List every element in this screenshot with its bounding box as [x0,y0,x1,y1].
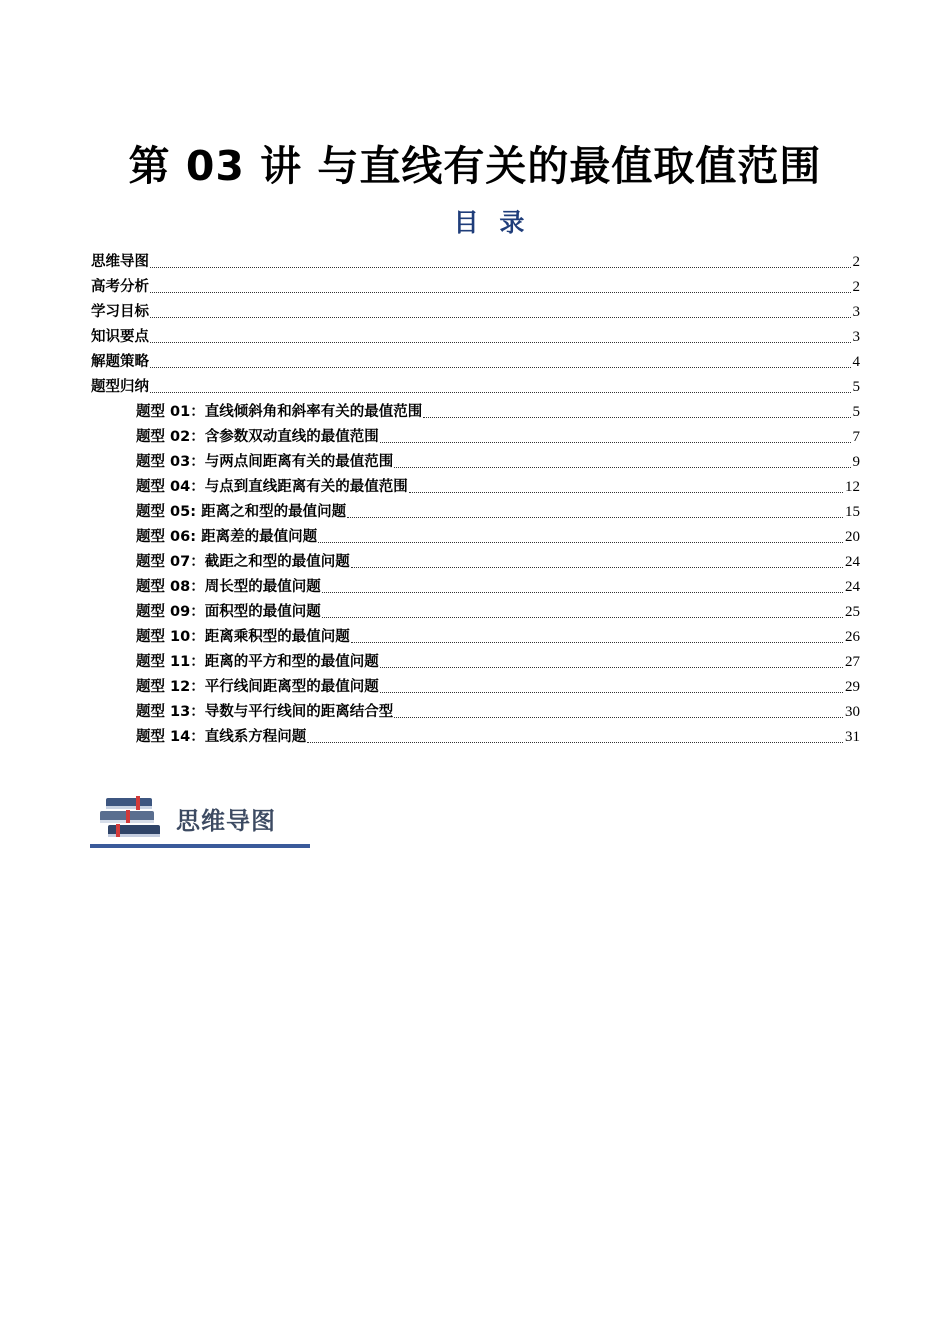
toc-leader-dots [380,692,843,693]
toc-entry-label: 题型 08：周长型的最值问题 [136,579,321,595]
toc-entry-label: 题型 11：距离的平方和型的最值问题 [136,654,379,670]
toc-entry-label: 题型 14：直线系方程问题 [136,729,307,745]
toc-leader-dots [351,642,843,643]
toc-entry[interactable] [91,323,860,347]
toc-leader-dots [409,492,843,493]
toc-entry[interactable] [136,498,860,522]
toc-entry-page: 26 [845,629,860,645]
section-title: 思维导图 [176,807,276,835]
toc-entry[interactable] [91,248,860,272]
toc-leader-dots [423,417,850,418]
toc-entry-page: 24 [845,579,860,595]
toc-entry-page: 27 [845,654,860,670]
toc-entry[interactable] [136,473,860,497]
toc-entry-page: 30 [845,704,860,720]
toc-entry[interactable] [136,723,860,747]
toc-entry-label: 题型 13：导数与平行线间的距离结合型 [136,704,394,720]
toc-entry[interactable] [136,698,860,722]
toc-entry[interactable] [136,523,860,547]
toc-entry-label: 题型归纳 [91,379,149,395]
toc-entry-page: 9 [852,454,860,470]
page-title: 第 03 讲 与直线有关的最值取值范围 [128,142,822,191]
toc-entry-page: 20 [845,529,860,545]
toc-leader-dots [150,292,851,293]
toc-entry[interactable] [91,273,860,297]
toc-leader-dots [150,392,851,393]
toc-entry-page: 25 [845,604,860,620]
toc-entry-page: 3 [852,329,860,345]
toc-leader-dots [394,467,850,468]
toc-entry[interactable] [136,673,860,697]
toc-entry-page: 31 [845,729,860,745]
toc-entry[interactable] [91,298,860,322]
toc-entry-page: 24 [845,554,860,570]
toc-leader-dots [347,517,843,518]
toc-leader-dots [150,367,851,368]
toc-entry-page: 4 [852,354,860,370]
toc-entry[interactable] [136,423,860,447]
section-underline [90,844,310,848]
toc-entry-label: 解题策略 [91,354,149,370]
toc-entry-label: 题型 03：与两点间距离有关的最值范围 [136,454,394,470]
toc-leader-dots [380,442,851,443]
toc-entry-label: 题型 07：截距之和型的最值问题 [136,554,350,570]
books-icon [96,794,168,842]
toc-entry[interactable] [136,398,860,422]
toc-leader-dots [351,567,843,568]
toc-entry-page: 15 [845,504,860,520]
toc-entry[interactable] [136,598,860,622]
toc-entry[interactable] [136,648,860,672]
toc-leader-dots [322,617,843,618]
toc-entry-label: 高考分析 [91,279,149,295]
toc-entry-page: 2 [852,279,860,295]
toc-entry[interactable] [91,373,860,397]
toc-entry-page: 5 [852,379,860,395]
toc-entry-label: 题型 05: 距离之和型的最值问题 [136,504,347,520]
toc-leader-dots [394,717,843,718]
section-banner [90,792,312,848]
toc-entry-page: 29 [845,679,860,695]
toc-entry-label: 题型 02：含参数双动直线的最值范围 [136,429,379,445]
toc-entry-label: 题型 09：面积型的最值问题 [136,604,321,620]
toc-entry[interactable] [136,548,860,572]
toc-leader-dots [322,592,843,593]
toc-entry-page: 3 [852,304,860,320]
toc-entry[interactable] [136,448,860,472]
toc-entry-label: 题型 12：平行线间距离型的最值问题 [136,679,379,695]
toc-leader-dots [318,542,843,543]
toc-entry-page: 5 [852,404,860,420]
toc-entry-label: 学习目标 [91,304,149,320]
toc-entry[interactable] [91,348,860,372]
toc-heading: 目 录 [453,208,531,237]
toc-entry-label: 思维导图 [91,254,149,270]
toc-entry-page: 2 [852,254,860,270]
toc-entry-page: 7 [852,429,860,445]
toc-entry-page: 12 [845,479,860,495]
toc-entry-label: 题型 06: 距离差的最值问题 [136,529,318,545]
toc-entry-label: 题型 04：与点到直线距离有关的最值范围 [136,479,408,495]
toc-entry[interactable] [136,623,860,647]
toc-leader-dots [380,667,843,668]
toc-entry-label: 题型 10：距离乘积型的最值问题 [136,629,350,645]
toc-leader-dots [150,267,851,268]
toc-leader-dots [307,742,843,743]
toc-leader-dots [150,317,851,318]
toc-entry-label: 知识要点 [91,329,149,345]
toc-entry[interactable] [136,573,860,597]
toc-entry-label: 题型 01：直线倾斜角和斜率有关的最值范围 [136,404,423,420]
toc-leader-dots [150,342,851,343]
